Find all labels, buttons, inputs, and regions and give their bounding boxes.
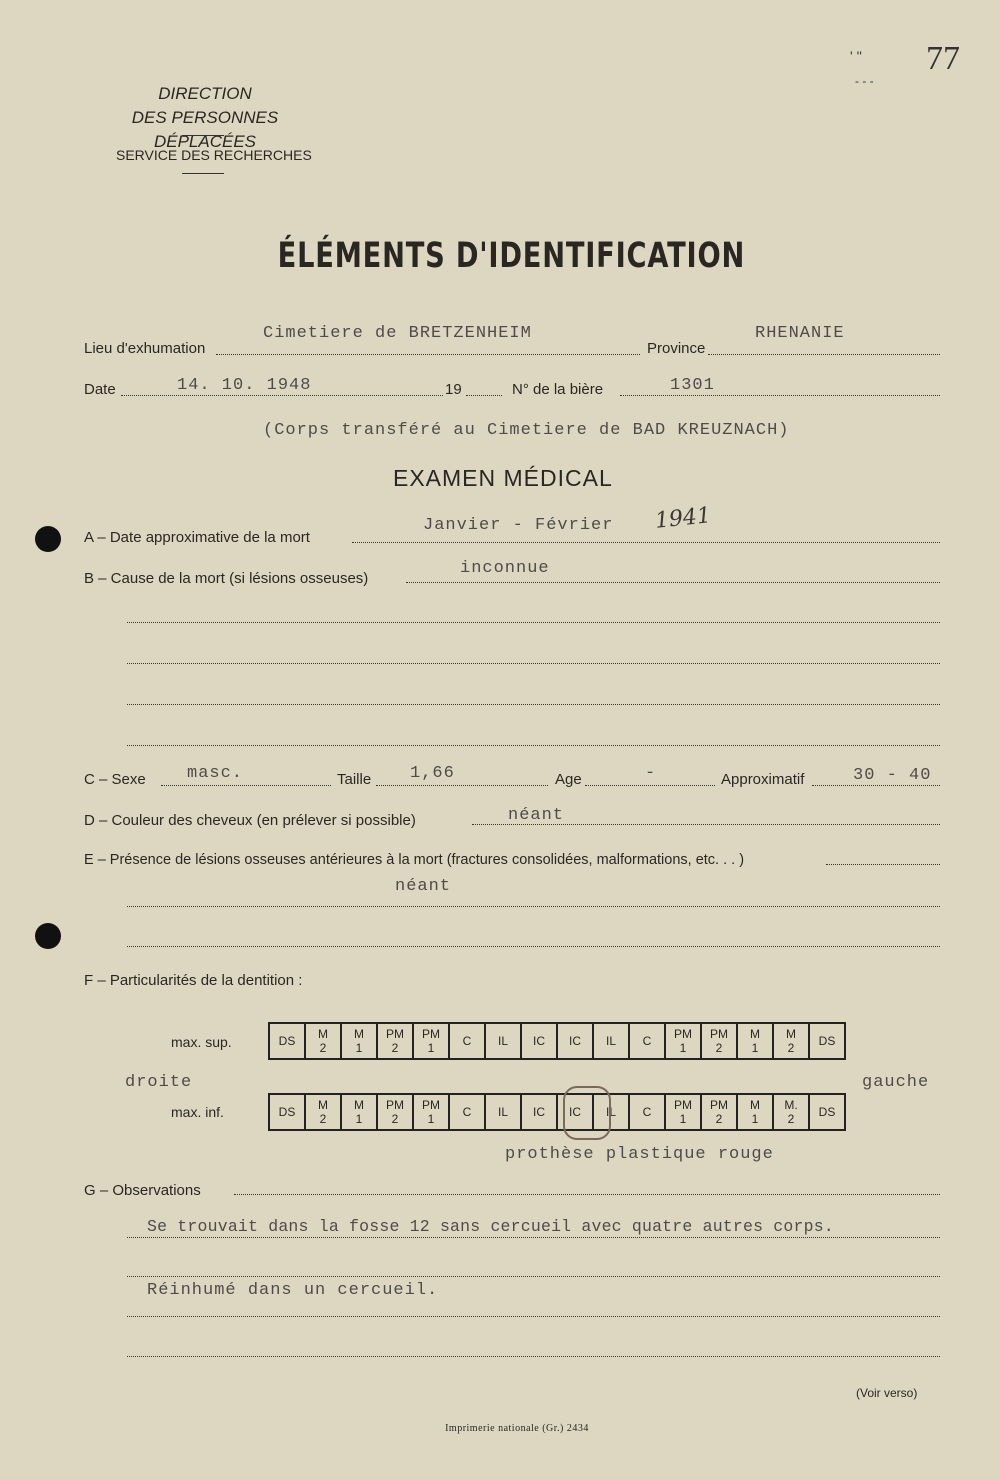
tooth-number: 2 [787,1112,795,1126]
upper-tooth-cell [341,1023,377,1059]
lower-tooth-cell [341,1094,377,1130]
tooth-type: M [750,1027,760,1041]
punch-hole-bottom [35,923,61,949]
observation-line-1: Se trouvait dans la fosse 12 sans cercueil avec quatre autres corps. [147,1217,834,1236]
lieu-dotted-line [216,354,640,355]
section-d-value: néant [508,806,565,825]
taille-value: 1,66 [410,764,455,783]
tooth-number: 2 [715,1112,723,1126]
tooth-type: M [354,1027,364,1041]
approx-label: Approximatif [721,771,805,788]
date-value: 14. 10. 1948 [177,376,312,395]
upper-tooth-cell [521,1023,557,1059]
corner-marks: ' '' [850,48,862,64]
upper-tooth-cell [269,1023,305,1059]
tooth-type: C [642,1105,652,1119]
droite-label: droite [125,1073,193,1092]
tooth-number: 1 [679,1041,687,1055]
upper-tooth-cell [485,1023,521,1059]
upper-tooth-cell [305,1023,341,1059]
age-dotted-line [585,785,715,786]
tooth-type: DS [278,1034,296,1048]
lower-tooth-cell [521,1094,557,1130]
punch-hole-top [35,526,61,552]
tooth-type: IL [605,1034,616,1048]
transfer-note: (Corps transféré au Cimetiere de BAD KREUZNACH) [263,421,790,440]
upper-tooth-cell [449,1023,485,1059]
upper-tooth-cell [629,1023,665,1059]
section-e-line-1 [127,906,940,907]
sexe-value: masc. [187,764,244,783]
lower-tooth-cell [809,1094,845,1130]
lower-tooth-cell [449,1094,485,1130]
province-dotted-line [708,354,940,355]
year-dotted-line [466,395,502,396]
tooth-number: 2 [391,1112,399,1126]
tooth-type: IC [569,1034,581,1048]
lower-tooth-cell [665,1094,701,1130]
gauche-label: gauche [862,1073,930,1092]
age-value: - [645,764,657,783]
section-e-value: néant [395,877,452,896]
tooth-number: 1 [427,1112,435,1126]
lower-tooth-cell [737,1094,773,1130]
tooth-type: DS [818,1034,836,1048]
upper-tooth-cell [701,1023,737,1059]
exam-title: EXAMEN MÉDICAL [393,465,613,491]
tooth-number: 1 [751,1112,759,1126]
tooth-type: M [354,1098,364,1112]
lower-tooth-cell [701,1094,737,1130]
tooth-type: DS [818,1105,836,1119]
approx-value: 30 - 40 [853,766,932,785]
section-a-handwritten-year: 1941 [653,503,713,534]
lower-tooth-cell [413,1094,449,1130]
section-e-dotted-line [826,864,940,865]
year-prefix: 19 [445,381,462,398]
section-f-label: F – Particularités de la dentition : [84,972,303,989]
section-b-dotted-line [406,582,940,583]
sexe-label: C – Sexe [84,771,146,788]
observation-line-2: Réinhumé dans un cercueil. [147,1281,439,1300]
tooth-type: PM [422,1098,440,1112]
max-sup-label: max. sup. [171,1034,232,1050]
taille-dotted-line [376,785,548,786]
tooth-type: IL [497,1105,508,1119]
section-g-label: G – Observations [84,1182,201,1199]
upper-tooth-cell [377,1023,413,1059]
lower-teeth-chart [268,1093,846,1131]
tooth-number: 1 [427,1041,435,1055]
lieu-label: Lieu d'exhumation [84,340,206,357]
tooth-number: 1 [751,1041,759,1055]
tooth-type: C [642,1034,652,1048]
approx-dotted-line [812,785,940,786]
upper-tooth-cell [773,1023,809,1059]
page-number: 77 [926,40,960,77]
tooth-type: IL [605,1105,616,1119]
direction-line2: DES PERSONNES DÉPLACÉES [131,108,279,151]
tooth-number: 2 [787,1041,795,1055]
section-a-value: Janvier - Février [423,516,614,535]
header-rule [182,135,224,136]
dentition-note: prothèse plastique rouge [505,1145,774,1164]
tooth-type: IC [533,1105,545,1119]
observation-dotted-3 [127,1316,940,1317]
corner-dashes: - - - [855,74,874,88]
tooth-type: M [318,1098,328,1112]
lower-tooth-cell [773,1094,809,1130]
tooth-type: IC [533,1034,545,1048]
tooth-type: M [786,1027,796,1041]
tooth-type: PM [710,1027,728,1041]
tooth-number: 1 [355,1112,363,1126]
section-b-label: B – Cause de la mort (si lésions osseuses) [84,570,369,587]
tooth-type: IL [497,1034,508,1048]
tooth-number: 1 [355,1041,363,1055]
tooth-type: IC [569,1105,581,1119]
lower-tooth-cell [629,1094,665,1130]
date-dotted-line [121,395,443,396]
document-title: ÉLÉMENTS D'IDENTIFICATION [277,236,746,276]
header-rule-2 [182,173,224,174]
tooth-number: 2 [319,1112,327,1126]
tooth-number: 2 [715,1041,723,1055]
tooth-circle-mark [563,1086,611,1140]
taille-label: Taille [337,771,372,788]
tooth-type: C [462,1034,472,1048]
service-label: SERVICE DES RECHERCHES [116,147,312,163]
tooth-type: PM [386,1098,404,1112]
age-label: Age [555,771,582,788]
upper-tooth-cell [593,1023,629,1059]
direction-line1: DIRECTION [158,84,252,103]
biere-dotted-line [620,395,940,396]
lieu-value: Cimetiere de BRETZENHEIM [263,324,532,343]
upper-tooth-cell [737,1023,773,1059]
section-d-label: D – Couleur des cheveux (en prélever si possible) [84,812,416,829]
direction-heading [80,82,330,154]
lower-tooth-cell [269,1094,305,1130]
tooth-type: M. [784,1098,798,1112]
tooth-type: M [318,1027,328,1041]
lower-tooth-cell [377,1094,413,1130]
tooth-type: PM [422,1027,440,1041]
upper-tooth-cell [413,1023,449,1059]
section-e-line-2 [127,946,940,947]
observation-dotted-2 [127,1276,940,1277]
tooth-number: 1 [679,1112,687,1126]
tooth-number: 2 [391,1041,399,1055]
section-a-dotted-line [352,542,940,543]
tooth-type: PM [386,1027,404,1041]
tooth-type: PM [674,1098,692,1112]
max-inf-label: max. inf. [171,1104,224,1120]
section-b-value: inconnue [460,559,550,578]
tooth-type: M [750,1098,760,1112]
section-g-dotted-line [234,1194,940,1195]
lower-tooth-cell [305,1094,341,1130]
upper-tooth-cell [809,1023,845,1059]
imprimerie-credit: Imprimerie nationale (Gr.) 2434 [445,1423,589,1434]
blank-line-1 [127,622,940,623]
tooth-type: PM [710,1098,728,1112]
upper-teeth-chart [268,1022,846,1060]
tooth-number: 2 [319,1041,327,1055]
section-a-label: A – Date approximative de la mort [84,529,310,546]
observation-dotted-1 [127,1237,940,1238]
blank-line-2 [127,663,940,664]
province-value: RHENANIE [755,324,845,343]
date-label: Date [84,381,116,398]
tooth-type: DS [278,1105,296,1119]
blank-line-4 [127,745,940,746]
voir-verso: (Voir verso) [856,1386,918,1400]
biere-label: N° de la bière [512,381,604,398]
sexe-dotted-line [161,785,331,786]
lower-tooth-cell [485,1094,521,1130]
biere-value: 1301 [670,376,715,395]
tooth-type: PM [674,1027,692,1041]
upper-tooth-cell [557,1023,593,1059]
blank-line-3 [127,704,940,705]
tooth-type: C [462,1105,472,1119]
observation-dotted-4 [127,1356,940,1357]
upper-tooth-cell [665,1023,701,1059]
province-label: Province [647,340,706,357]
section-e-label: E – Présence de lésions osseuses antérieures à la mort (fractures consolidées, malformations, etc. . . ) [84,852,745,868]
